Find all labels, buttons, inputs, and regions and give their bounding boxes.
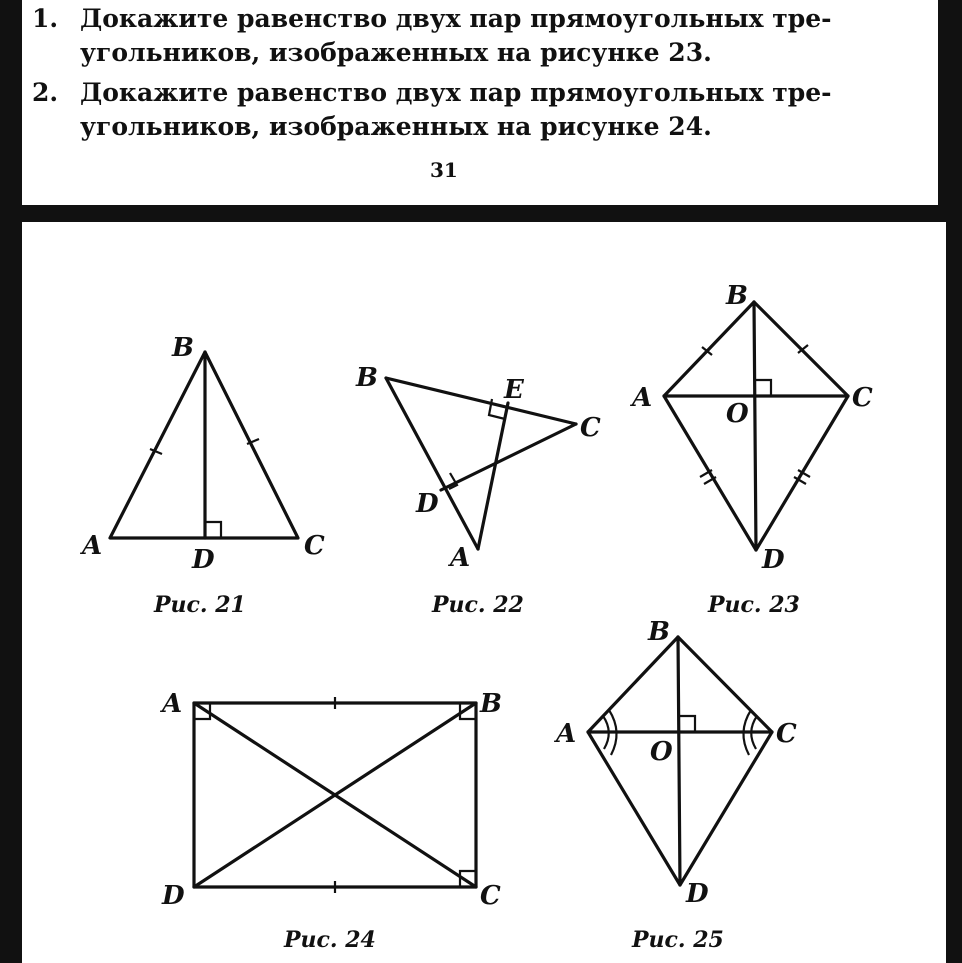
fig25-label-o: O <box>650 737 673 767</box>
fig22-label-a: A <box>450 543 471 573</box>
fig23-label-o: O <box>726 399 749 429</box>
fig23-label-a: A <box>632 383 653 413</box>
fig21-right-angle-mark <box>205 522 221 538</box>
figure-25 <box>553 617 797 953</box>
fig25-label-b: B <box>648 617 670 647</box>
fig23-label-d: D <box>762 545 785 575</box>
figure-24 <box>159 689 502 953</box>
fig22-label-c: C <box>580 413 601 443</box>
figure-23 <box>629 281 873 618</box>
fig24-label-c: C <box>480 881 501 911</box>
fig22-side-ba <box>386 378 478 549</box>
fig24-label-d: D <box>162 881 185 911</box>
fig24-caption: Рис. 24 <box>284 927 376 953</box>
fig25-label-d: D <box>686 879 709 909</box>
fig22-caption: Рис. 22 <box>432 592 524 618</box>
figure-22 <box>355 363 601 618</box>
fig23-right-angle-o <box>755 380 771 396</box>
textbook-page-top <box>22 0 938 205</box>
fig21-label-c: C <box>304 531 325 561</box>
fig24-label-b: B <box>480 689 502 719</box>
fig22-right-angle-e <box>489 399 505 419</box>
fig22-segment-cd <box>441 424 576 490</box>
fig25-label-c: C <box>776 719 797 749</box>
fig25-caption: Рис. 25 <box>632 927 724 953</box>
task-2-line-2: угольников, изображенных на рисунке 24. <box>80 112 712 141</box>
fig21-label-b: B <box>172 333 194 363</box>
fig22-label-e: E <box>504 375 524 405</box>
page-number: 31 <box>430 158 458 182</box>
figure-21 <box>79 333 325 618</box>
fig23-caption: Рис. 23 <box>708 592 800 618</box>
fig23-label-c: C <box>852 383 873 413</box>
fig25-right-angle-o <box>679 716 695 732</box>
task-2-line-1: Докажите равенство двух пар прямоугольных тре- <box>80 78 832 107</box>
task-2-number: 2. <box>32 78 59 107</box>
fig25-label-a: A <box>556 719 577 749</box>
task-1-number: 1. <box>32 4 59 33</box>
fig24-label-a: A <box>162 689 183 719</box>
task-1-line-2: угольников, изображенных на рисунке 23. <box>80 38 712 67</box>
fig22-label-d: D <box>416 489 439 519</box>
fig21-label-d: D <box>192 545 215 575</box>
fig22-side-bc <box>386 378 576 424</box>
fig23-diagonal-bd <box>754 302 756 550</box>
fig25-diagonal-bd <box>678 637 680 885</box>
fig21-caption: Рис. 21 <box>154 592 246 618</box>
figures-canvas <box>22 222 946 963</box>
fig21-label-a: A <box>82 531 103 561</box>
task-1-line-1: Докажите равенство двух пар прямоугольных тре- <box>80 4 832 33</box>
textbook-page-figures <box>22 222 946 963</box>
fig22-segment-ae <box>478 403 508 549</box>
fig23-label-b: B <box>726 281 748 311</box>
fig22-label-b: B <box>356 363 378 393</box>
